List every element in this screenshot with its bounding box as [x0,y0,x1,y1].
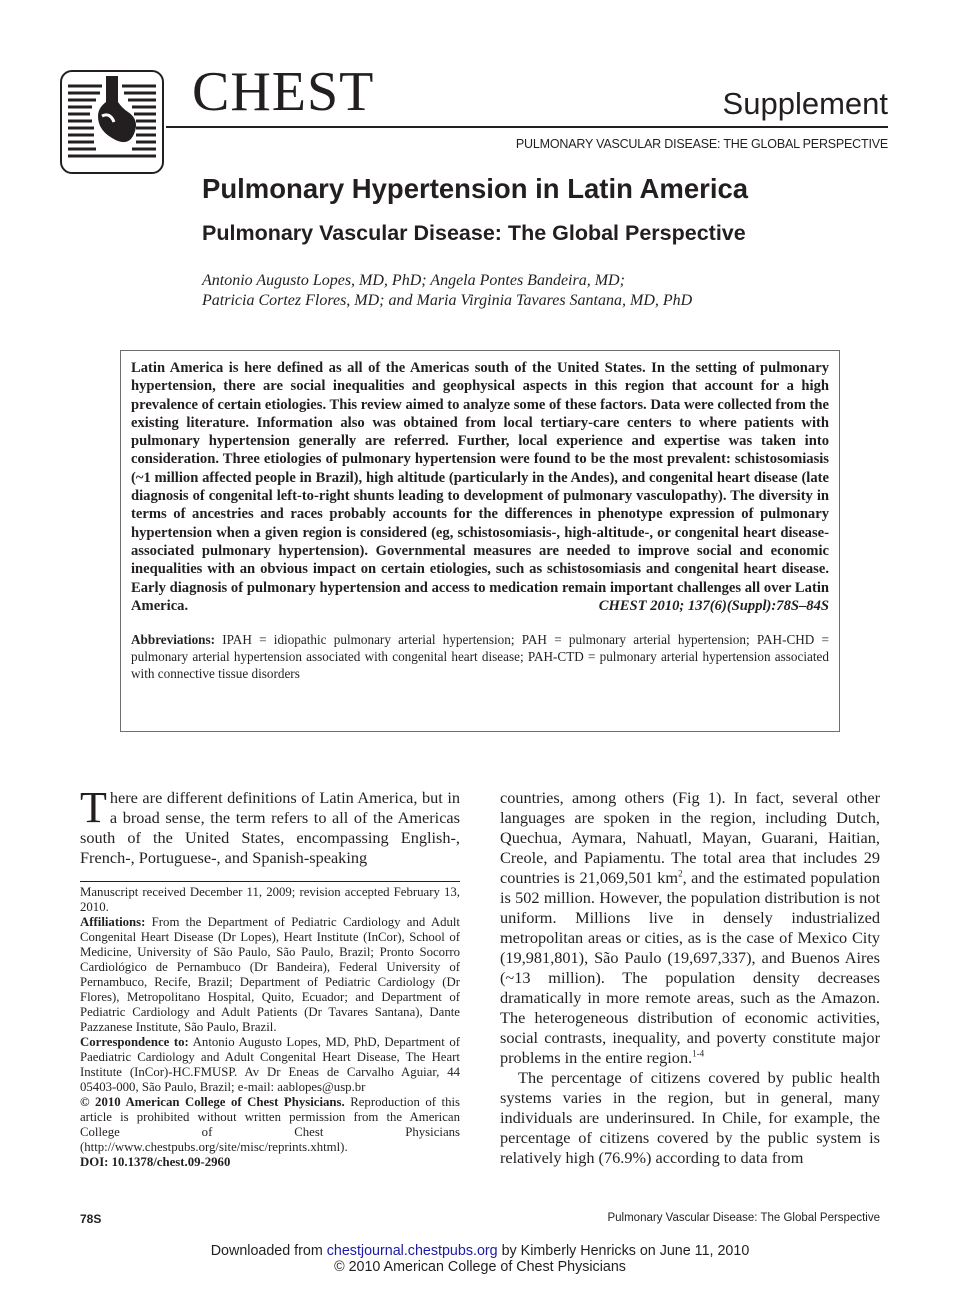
drop-cap: T [80,783,107,832]
reference-marker: 1-4 [692,1048,705,1059]
abstract-body: Latin America is here defined as all of the Americas south of the United States. In the setting of pulmonary hypertension, there are social inequalities and geophysical aspects in this region that account for a high prevalence of certain etiologies. This review aimed to analyze some of these factors. Data were collected from the existing literature. Information also was obtained from local tertiary-care centers to where patients with pulmonary hypertension generally are referred. Further, local experience and expertise was taken into consideration. Three etiologies of pulmonary hypertension were found to be the most prevalent: schistosomiasis (~1 million affected people in Brazil), high altitude (particularly in the Andes), and congenital heart disease (late diagnosis of congenital left-to-right shunts leading to development of pulmonary vasculopathy). The diversity in terms of ancestries and races probably accounts for the differences in phenotype expression of pulmonary hypertension when a given region is considered (eg, schistosomiasis-, high-altitude-, or congenital heart disease-associated pulmonary hypertension). Governmental measures are needed to improve social and economic inequalities with an obvious impact on certain etiologies, such as schistosomiasis and congenital heart disease. Early diagnosis of pulmonary hypertension and access to medication remain important challenges all over Latin America. [131,360,829,614]
abbreviations [131,631,829,682]
copyright-label: © 2010 American College of Chest Physicians. [80,1095,345,1109]
download-notice [0,1243,960,1259]
body-paragraph-2: The percentage of citizens covered by public health systems varies in the region, but in general, many individuals are underinsured. In Chile, for example, the percentage of citizens covered by the public system is relatively high (76.9%) according to data from [500,1068,880,1167]
abstract-box [120,350,840,732]
copyright-text: Reproduction of this article is prohibited without written permission from the American College of Chest Physicians (http://www.chestpubs.org/site/misc/reprints.xhtml). [80,1095,461,1154]
superscript-2: 2 [678,868,683,879]
footnote-rule [80,881,460,882]
abbreviations-text: IPAH = idiopathic pulmonary arterial hypertension; PAH = pulmonary arterial hypertension; PAH-CHD = pulmonary arterial hypertension associated with congenital heart disease; PAH-CTD = pulmonary arterial hypertension associated with connective tissue disorders [131,632,829,682]
paragraph-1-part-b: , and the estimated population is 502 million. However, the population distribution is not uniform. Millions live in densely industrialized metropolitan areas or cities, as is the case of Mexico City (19,981,801), São Paulo (19,697,337), and Buenos Aires (~13 million). The population density decreases dramatically in more remote areas, such as the Amazon. The heterogeneous distribution of economic activities, social contrasts, inequality, and poverty constitute major problems in the entire region. [500,868,880,1067]
right-column [500,788,880,1168]
running-footer: Pulmonary Vascular Disease: The Global Perspective [607,1212,880,1224]
authors-line-2: Patricia Cortez Flores, MD; and Maria Virginia Tavares Santana, MD, PhD [202,292,693,309]
author-list [202,271,692,311]
correspondence-text: Antonio Augusto Lopes, MD, PhD, Department of Paediatric Cardiology and Adult Congenital Heart Disease, The Heart Institute (InCor)-HC.FMUSP. Av Dr Eneas de Carvalho Aguiar, 44 05403-000, São Paulo, Brazil; e-mail: aablopes@usp.br [80,1035,460,1094]
download-prefix: Downloaded from [210,1243,327,1259]
doi [80,1155,460,1170]
manuscript-dates: Manuscript received December 11, 2009; revision accepted February 13, 2010. [80,885,460,914]
citation: CHEST 2010; 137(6)(Suppl):78S–84S [598,597,829,614]
footer-copyright: © 2010 American College of Chest Physicians [334,1259,626,1275]
affiliations-label: Affiliations: [80,915,146,929]
abbreviations-label: Abbreviations: [131,632,216,648]
correspondence [80,1035,460,1095]
intro-paragraph [80,783,460,868]
authors-line-1: Antonio Augusto Lopes, MD, PhD; Angela Pontes Bandeira, MD; [202,272,625,289]
chest-logo [60,70,164,174]
lungs-heart-logo-icon [62,72,162,172]
intro-text: here are different definitions of Latin America, but in a broad sense, the term refers to all of the Americas south of the United States, encompassing English-, French-, Portuguese-, and Spanish-speaking [80,788,460,867]
affiliations [80,915,460,1035]
series-label: PULMONARY VASCULAR DISEASE: THE GLOBAL PERSPECTIVE [515,137,888,151]
footnotes [80,885,460,1170]
masthead-rule [166,126,888,128]
correspondence-label: Correspondence to: [80,1035,189,1049]
journal-title: CHEST [192,61,375,123]
copyright-notice [80,1095,460,1155]
abstract-text [131,359,829,615]
article-title: Pulmonary Hypertension in Latin America [202,173,749,204]
paragraph-1-part-a: countries, among others (Fig 1). In fact, several other languages are spoken in the region, including Dutch, Quechua, Aymara, Nahuatl, Mayan, Guarani, Haitian, Creole, and Papiamentu. The total area that includes 29 countries is 21,069,501 km [500,788,880,887]
doi-label: DOI: [80,1155,109,1169]
body-paragraph-1 [500,788,880,1068]
article-subtitle: Pulmonary Vascular Disease: The Global Perspective [202,221,746,245]
affiliations-text: From the Department of Pediatric Cardiology and Adult Congenital Heart Disease (Dr Lopes), Heart Institute (InCor), School of Medicine, University of São Paulo, São Paulo, Brazil; Pronto Socorro Cardiológico de Pernambuco (Dr Bandeira), Federal University of Pernambuco, Recife, Brazil; Department of Pediatric Cardiology (Dr Flores), Metropolitano Hospital, Quito, Ecuador; and Department of Pediatric Cardiology and Adult Patients (Dr Tavares Santana), Dante Pazzanese Institute, São Paulo, Brazil. [80,915,460,1034]
page-number: 78S [80,1212,102,1226]
download-suffix: by Kimberly Henricks on June 11, 2010 [497,1243,750,1259]
supplement-label: Supplement [722,86,888,121]
doi-value: 10.1378/chest.09-2960 [108,1155,231,1169]
download-link[interactable]: chestjournal.chestpubs.org [326,1243,498,1259]
